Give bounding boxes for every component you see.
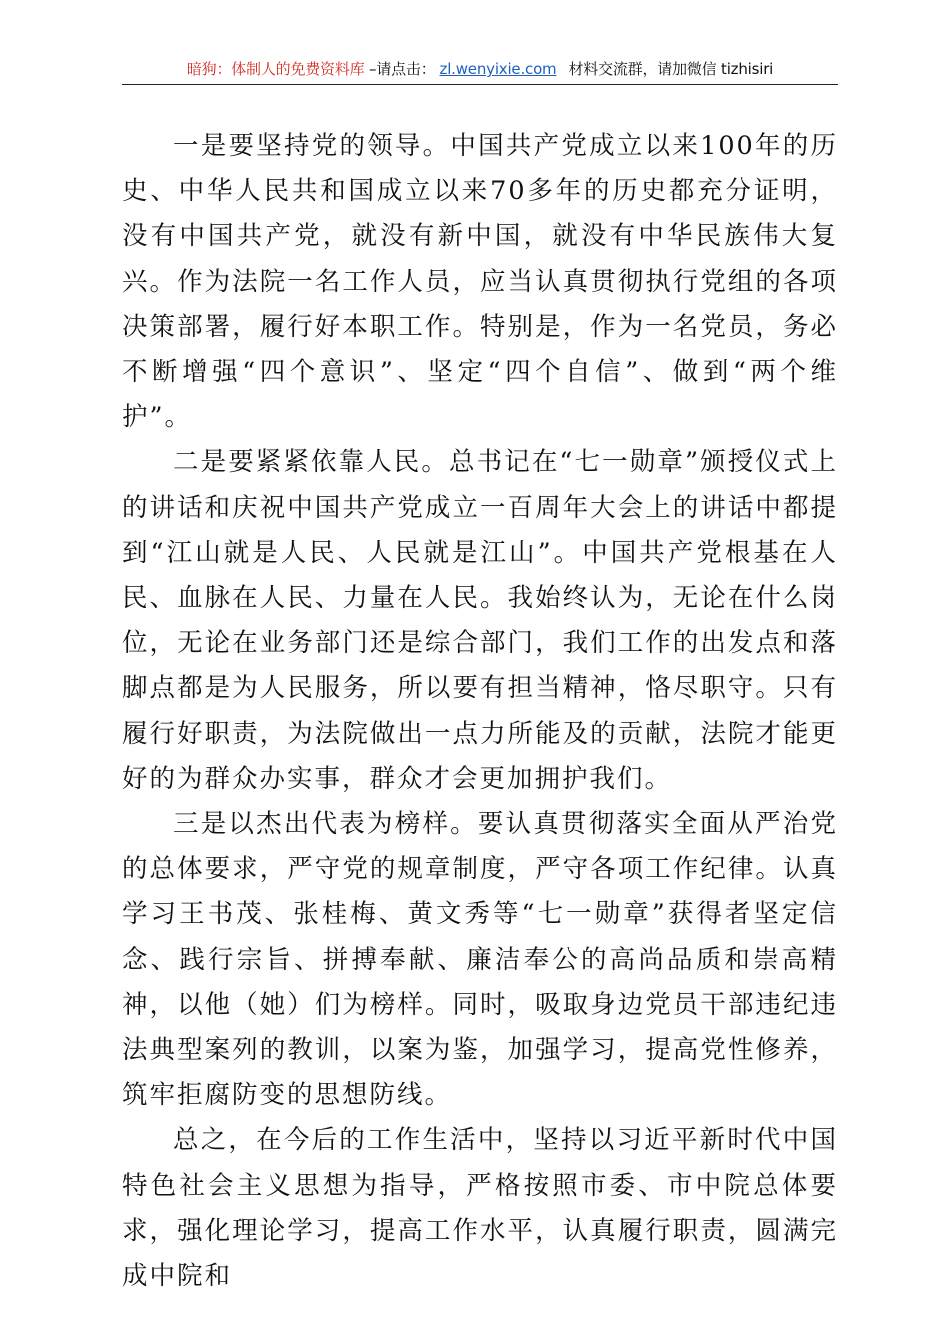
page-header xyxy=(122,56,838,85)
paragraph-3: 三是以杰出代表为榜样。要认真贯彻落实全面从严治党的总体要求，严守党的规章制度，严守各项工作纪律。认真学习王书茂、张桂梅、黄文秀等“七一勋章”获得者坚定信念、践行宗旨、拼搏奉献、廉洁奉公的高尚品质和崇高精神，以他（她）们为榜样。同时，吸取身边党员干部违纪违法典型案列的教训，以案为鉴，加强学习，提高党性修养，筑牢拒腐防变的思想防线。 xyxy=(122,809,838,1111)
header-separator: –请点击： xyxy=(364,60,436,78)
header-link[interactable]: zl.wenyixie.com xyxy=(439,60,557,78)
paragraph-1: 一是要坚持党的领导。中国共产党成立以来100年的历史、中华人民共和国成立以来70多年的历史都充分证明，没有中国共产党，就没有新中国，就没有中华民族伟大复兴。作为法院一名工作人员，应当认真贯彻执行党组的各项决策部署，履行好本职工作。特别是，作为一名党员，务必不断增强“四个意识”、坚定“四个自信”、做到“两个维护”。 xyxy=(122,131,838,433)
header-note: 材料交流群，请加微信 tizhisiri xyxy=(568,60,774,78)
paragraph-4: 总之，在今后的工作生活中，坚持以习近平新时代中国特色社会主义思想为指导，严格按照市委、市中院总体要求，强化理论学习，提高工作水平，认真履行职责，圆满完成中院和 xyxy=(122,1125,838,1292)
paragraph-2: 二是要紧紧依靠人民。总书记在“七一勋章”颁授仪式上的讲话和庆祝中国共产党成立一百周年大会上的讲话中都提到“江山就是人民、人民就是江山”。中国共产党根基在人民、血脉在人民、力量在人民。我始终认为，无论在什么岗位，无论在业务部门还是综合部门，我们工作的出发点和落脚点都是为人民服务，所以要有担当精神，恪尽职守。只有履行好职责，为法院做出一点力所能及的贡献，法院才能更好的为群众办实事，群众才会更加拥护我们。 xyxy=(122,447,838,794)
header-brand: 暗狗：体制人的免费资料库 xyxy=(186,60,365,78)
document-body xyxy=(122,124,838,1299)
